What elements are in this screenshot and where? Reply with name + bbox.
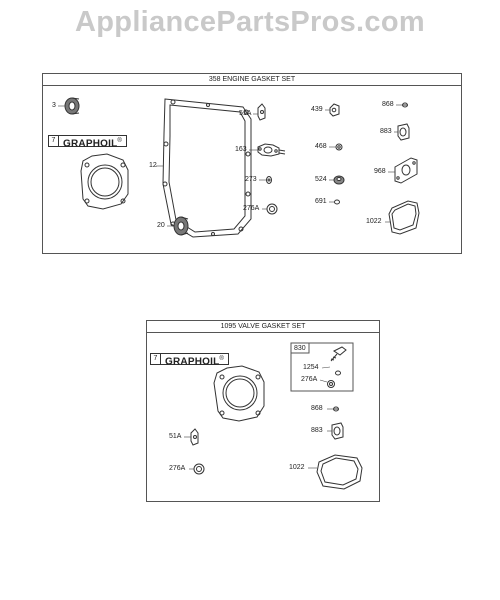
part-label-524: 524 [315, 176, 327, 183]
washer-part-868 [403, 103, 408, 107]
breather-part-830 [331, 347, 346, 361]
registered-mark: ® [117, 137, 123, 144]
part-label-468: 468 [315, 143, 327, 150]
gasket-part-883 [398, 124, 409, 140]
part-label-439: 439 [311, 106, 323, 113]
registered-mark: ® [219, 355, 225, 362]
carburetor-gasket-part-163 [258, 144, 285, 156]
seal-part-524 [334, 176, 344, 184]
part-label-868: 868 [382, 101, 394, 108]
part-label-51a: 51A [239, 110, 252, 117]
part-label-51a: 51A [169, 433, 182, 440]
graphoil-sealant-label [150, 353, 229, 367]
gasket-part-468 [336, 144, 342, 150]
graphoil-brand-name [161, 353, 229, 365]
part-label-276a: 276A [243, 205, 260, 212]
part-label-883: 883 [380, 128, 392, 135]
graphoil-part-number: 7 [150, 353, 161, 365]
oil-seal-part-20 [174, 217, 188, 235]
graphoil-brand-name [59, 135, 127, 147]
cylinder-head-gasket-part [214, 366, 264, 421]
crankcase-gasket-part-12 [163, 99, 251, 237]
part-label-276a-inset: 276A [301, 376, 318, 383]
gasket-part-691 [335, 200, 340, 204]
part-label-968: 968 [374, 168, 386, 175]
breather-tube-part-51a [258, 104, 265, 120]
washer-part-868 [334, 407, 339, 411]
part-label-163: 163 [235, 146, 247, 153]
valve-cover-gasket-part-1022 [389, 201, 419, 234]
valve-gasket-set-panel [146, 320, 380, 502]
part-label-1022: 1022 [289, 464, 305, 471]
valve-gasket-parts-drawing [147, 321, 379, 501]
gasket-part-439 [330, 104, 339, 116]
exhaust-gasket-part-968 [395, 158, 417, 183]
graphoil-part-number: 7 [48, 135, 59, 147]
gasket-part-883 [332, 423, 343, 439]
part-label-1022: 1022 [366, 218, 382, 225]
valve-gasket-set-title: 1095 VALVE GASKET SET [147, 321, 379, 333]
graphoil-sealant-label [48, 135, 127, 149]
part-label-868: 868 [311, 405, 323, 412]
graphoil-word: GRAPHOIL [63, 137, 118, 149]
washer-part-276a-inset [328, 381, 335, 388]
engine-gasket-set-title: 358 ENGINE GASKET SET [43, 74, 461, 86]
graphoil-word: GRAPHOIL [165, 355, 220, 367]
washer-part-276a [194, 464, 204, 474]
part-label-1254: 1254 [303, 364, 319, 371]
part-label-276a: 276A [169, 465, 186, 472]
washer-part-276a [267, 204, 277, 214]
cylinder-head-gasket-part [81, 154, 128, 209]
part-label-12: 12 [149, 162, 157, 169]
part-label-20: 20 [157, 222, 165, 229]
part-label-883: 883 [311, 427, 323, 434]
gasket-part-1254 [336, 371, 341, 375]
breather-tube-part-51a [191, 429, 198, 445]
part-label-691: 691 [315, 198, 327, 205]
part-label-3: 3 [52, 102, 56, 109]
engine-gasket-set-panel [42, 73, 462, 254]
small-gasket-part-273 [267, 177, 272, 184]
part-label-273: 273 [245, 176, 257, 183]
oil-seal-part-3 [65, 98, 79, 114]
site-watermark: AppliancePartsPros.com [75, 6, 425, 38]
valve-cover-gasket-part-1022 [317, 455, 362, 489]
part-label-830: 830 [294, 345, 306, 352]
engine-gasket-parts-drawing [43, 74, 461, 253]
